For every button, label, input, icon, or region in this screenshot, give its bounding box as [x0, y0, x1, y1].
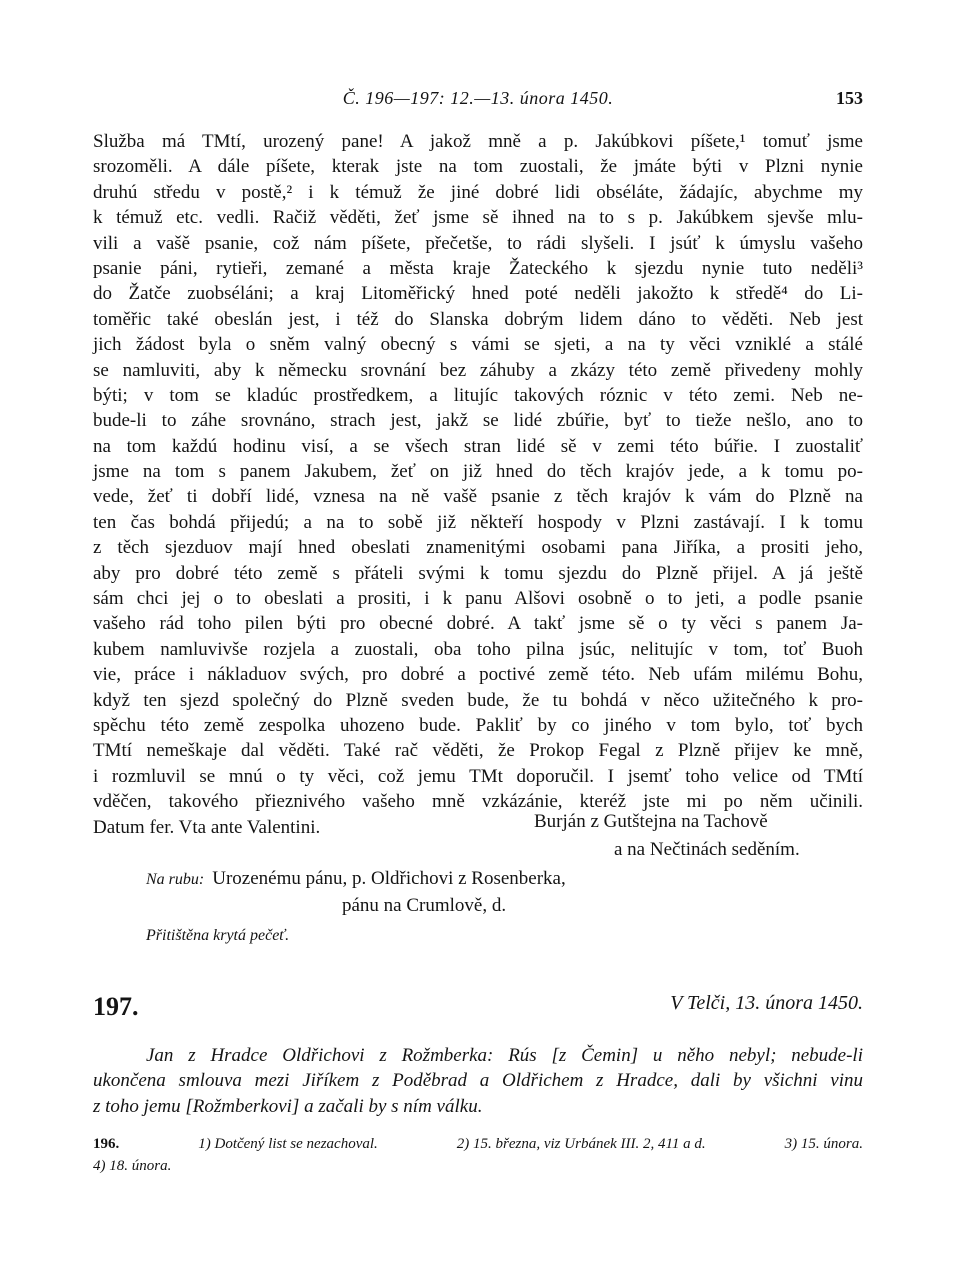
footnote-document-number: 196.: [93, 1136, 120, 1152]
body-line: Služba má TMtí, urozený pane! A jakož mně a p. Jakúbkovi píšete,¹ tomuť jsme: [93, 131, 863, 152]
body-line: toměřic také obeslán jest, i též do Slanska dobrým lidem dáno to věděti. Neb jest: [93, 308, 863, 330]
running-title: Č. 196—197: 12.—13. února 1450.: [342, 88, 614, 108]
footnote: 1) Dotčený list se nezachoval.: [198, 1136, 378, 1152]
body-line: srozoměli. A dále píšete, kterak jste na tom zuostali, že jmáte býti v Plzni nynie: [93, 156, 863, 178]
body-line: k témuž etc. vedli. Račiž věděti, žeť jsme sě ihned na to s p. Jakúbkem sjevše mlu-: [93, 207, 863, 229]
address-block: [146, 866, 566, 919]
body-line: na tom každú hodinu visí, a se všech stran lidé sě v zemi této búřie. I zuostaliť: [93, 435, 863, 457]
body-line: vie, práce i nákladuov svých, pro dobré a poctivé země této. Neb ufám milému Bohu,: [93, 664, 863, 686]
body-line: psanie páni, rytieři, zemané a města kraje Žateckého k sjezdu nynie tuto neděli³: [93, 257, 863, 279]
body-line: druhú středu v postě,² i k témuž že jiné dobré lidi obséláte, žádajíc, abychme my: [93, 181, 863, 203]
address-line: Urozenému pánu, p. Oldřichovi z Rosenberka,: [212, 868, 566, 889]
body-line: spěchu této země zespolka uhozeno bude. Pakliť by co jiného v tom bylo, toť bych: [93, 714, 863, 736]
footnote: 4) 18. února.: [93, 1158, 172, 1174]
body-line: bude-li to záhe srovnáno, strach jest, jakž se lidé zbúřie, byť to tieže nešlo, ano to: [93, 410, 863, 432]
body-line: býti; v tom se kladúc prostředkem, a litujíc takových róznic v této zemi. Neb ne-: [93, 384, 863, 406]
footnotes: [93, 1133, 863, 1177]
body-line: jsme na tom s panem Jakubem, žeť on již hned do těch krajóv jede, a k tomu po-: [93, 461, 863, 483]
body-line: z těch sjezduov mají hned obeslati znamenitými osobami pana Jiříka, a prositi jeho,: [93, 537, 863, 559]
regest-line: z toho jemu [Rožmberkovi] a začali by s ním válku.: [93, 1095, 483, 1117]
signature-block: [534, 808, 800, 864]
body-line: i rozmluvil se mnú o ty věci, což jemu TMt doporučil. I jsemť toho velice od TMtí: [93, 765, 863, 787]
seal-note: Přitištěna krytá pečeť.: [146, 927, 290, 944]
body-line: se namluviti, aby k německu srovnání bez záhuby a zkázy této země přivedeny mohly: [93, 359, 863, 381]
footnote: 3) 15. února.: [784, 1136, 863, 1152]
regest-line: Jan z Hradce Oldřichovi z Rožmberka: Rús [z Čemin] u něho nebyl; nebude-li: [146, 1045, 863, 1066]
body-line: TMtí nemeškaje dal věděti. Také rač věděti, že Prokop Fegal z Plzně přijev ke mně,: [93, 740, 863, 762]
body-line: Datum fer. Vta ante Valentini.: [93, 816, 321, 838]
body-line: jich žádost byla o sněm valný obecný s vámi se sjeti, a na ty věci vzniklé a stálé: [93, 334, 863, 356]
body-line: kubem namluvivše rozjela a zuostali, oba toho pilna jsúc, nelitujíc v tom, toť Buoh: [93, 638, 863, 660]
body-line: vašeho rád toho pilen býti pro obecné dobré. A takť jsme sě o ty věci s panem Ja-: [93, 613, 863, 635]
body-line: sám chci jej o to obeslati a prositi, i k panu Alšovi osobně o to jeti, a podle psanie: [93, 588, 863, 610]
body-line: když ten sjezd společný do Plzně sveden bude, že tu bohdá v něco užitečného k pro-: [93, 689, 863, 711]
signature-line: a na Nečtinách seděním.: [614, 839, 800, 860]
body-line: vili a vašě psanie, což nám píšete, přečetše, to rádi slyšeli. I jsúť k úmyslu vašeho: [93, 232, 863, 254]
address-label: Na rubu:: [146, 871, 205, 888]
letter-body: [93, 129, 863, 840]
entry-number: 197.: [93, 992, 139, 1021]
body-line: vděčen, takového přieznivého vašeho mně vzkázánie, kteréž jste mi po něm učinili.: [93, 791, 863, 813]
body-line: vede, žeť ti dobří lidé, vznesa na ně vašě psanie z těch krajóv k vám do Plzně na: [93, 486, 863, 508]
page-number: 153: [836, 88, 863, 108]
entry-place-date: V Telči, 13. února 1450.: [670, 992, 863, 1014]
body-line: ten čas bohdá přijedú; a na to sobě již někteří hospody v Plzni zastávají. I k tomu: [93, 511, 863, 533]
page-header: [93, 88, 863, 112]
regest-line: ukončena smlouva mezi Jiříkem z Poděbrad a Oldřichem z Hradce, dali by všichni vinu: [93, 1070, 863, 1092]
body-line: do Žatče zuobséláni; a kraj Litoměřický hned poté neděli jakožto k středě⁴ do Li-: [93, 283, 863, 305]
regest: [93, 1043, 863, 1119]
footnote: 2) 15. března, viz Urbánek III. 2, 411 a d.: [456, 1136, 706, 1152]
body-line: aby pro dobré této země s přáteli svými k tomu sjezdu do Plzně přijel. A já ještě: [93, 562, 863, 584]
signature-line: Burján z Gutštejna na Tachově: [534, 811, 768, 832]
address-line: pánu na Crumlově, d.: [342, 895, 507, 916]
